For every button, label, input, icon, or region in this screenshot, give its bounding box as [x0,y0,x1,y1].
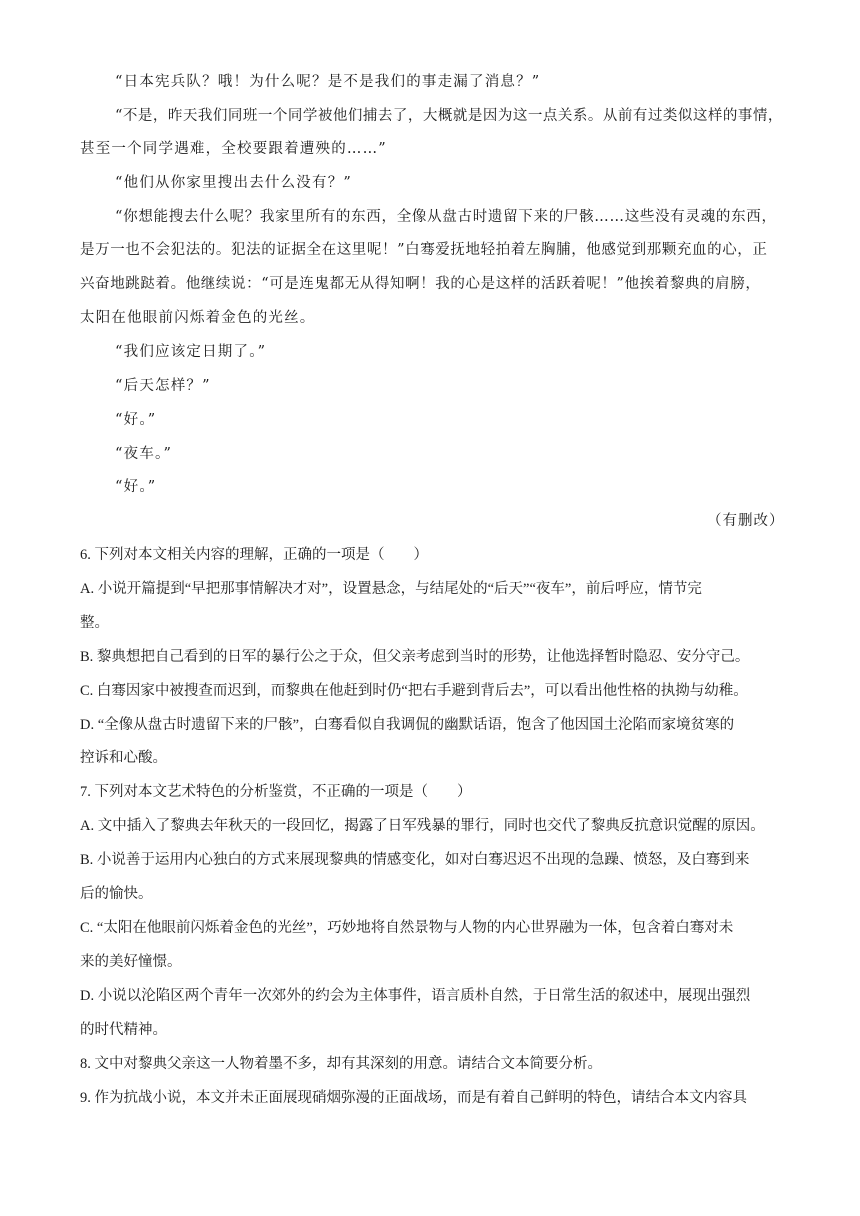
question-6-stem: 6. 下列对本文相关内容的理解，正确的一项是（ ） [80,547,428,563]
question-7-option-d-continuation: 的时代精神。 [80,1022,167,1038]
story-paragraph: “后天怎样？” [115,378,211,394]
story-paragraph: “好。” [115,412,157,428]
question-7-option-d: D. 小说以沦陷区两个青年一次郊外的约会为主体事件，语言质朴自然，于日常生活的叙述中，展现出强烈 [80,988,751,1004]
story-paragraph-continuation: 甚至一个同学遇难，全校要跟着遭殃的……” [80,141,387,157]
question-9: 9. 作为抗战小说，本文并未正面展现硝烟弥漫的正面战场，而是有着自己鲜明的特色，请结合本文内容具 [80,1090,747,1106]
question-6-option-c: C. 白骞因家中被搜查而迟到，而黎典在他赶到时仍“把右手避到背后去”，可以看出他性格的执拗与幼稚。 [80,683,748,699]
story-paragraph: “你想能搜去什么呢？我家里所有的东西，全像从盘古时遗留下来的尸骸……这些没有灵魂的东西， [115,209,777,225]
question-6-option-d: D. “全像从盘古时遗留下来的尸骸”，白骞看似自我调侃的幽默话语，饱含了他因国土沦陷而家境贫寒的 [80,717,735,733]
story-paragraph-continuation: 太阳在他眼前闪烁着金色的光丝。 [80,310,316,326]
question-7-option-b: B. 小说善于运用内心独白的方式来展现黎典的情感变化，如对白骞迟迟不出现的急躁、愤怒，及白骞到来 [80,852,750,868]
question-6-option-a-continuation: 整。 [80,615,109,631]
question-7-option-a: A. 文中插入了黎典去年秋天的一段回忆，揭露了日军残暴的罪行，同时也交代了黎典反抗意识觉醒的原因。 [80,818,765,834]
story-paragraph-continuation: 兴奋地跳跶着。他继续说：“可是连鬼都无从得知啊！我的心是这样的活跃着呢！”他挨着黎典的肩膀， [80,276,761,292]
source-note: （有删改） [707,513,785,529]
story-paragraph-continuation: 是万一也不会犯法的。犯法的证据全在这里呢！”白骞爱抚地轻拍着左胸脯，他感觉到那颗充血的心，正 [80,242,768,258]
question-7-option-c-continuation: 来的美好憧憬。 [80,954,182,970]
story-paragraph: “好。” [115,479,157,495]
question-6-option-d-continuation: 控诉和心酸。 [80,750,167,766]
question-6-option-b: B. 黎典想把自己看到的日军的暴行公之于众，但父亲考虑到当时的形势，让他选择暂时隐忍、安分守己。 [80,649,750,665]
question-7-option-b-continuation: 后的愉快。 [80,886,153,902]
question-6-option-a: A. 小说开篇提到“早把那事情解决才对”，设置悬念，与结尾处的“后天”“夜车”，前后呼应，情节完 [80,581,702,597]
story-paragraph: “夜车。” [115,446,173,462]
story-paragraph: “日本宪兵队？哦！为什么呢？是不是我们的事走漏了消息？” [115,74,541,90]
question-7-option-c: C. “太阳在他眼前闪烁着金色的光丝”，巧妙地将自然景物与人物的内心世界融为一体，包含着白骞对未 [80,920,734,936]
question-7-stem: 7. 下列对本文艺术特色的分析鉴赏，不正确的一项是（ ） [80,784,472,800]
story-paragraph: “我们应该定日期了。” [115,344,267,360]
question-8: 8. 文中对黎典父亲这一人物着墨不多，却有其深刻的用意。请结合文本简要分析。 [80,1056,602,1072]
story-paragraph: “不是，昨天我们同班一个同学被他们捕去了，大概就是因为这一点关系。从前有过类似这样的事情， [115,108,783,124]
story-paragraph: “他们从你家里搜出去什么没有？” [115,175,353,191]
